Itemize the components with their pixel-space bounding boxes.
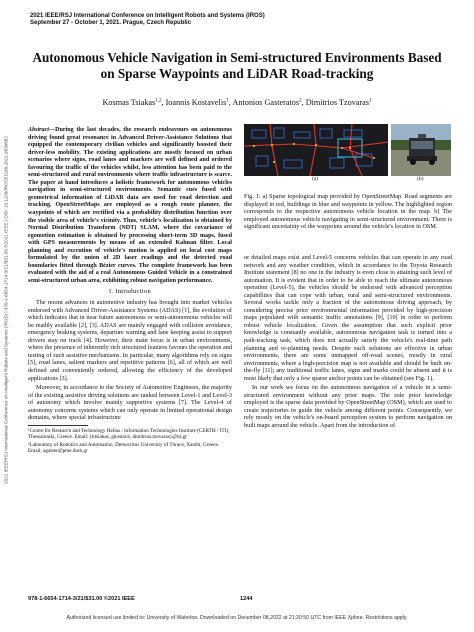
author-name: Kosmas Tsiakas (102, 98, 156, 107)
title-line-2: on Sparse Waypoints and LiDAR Road-tracking (100, 66, 374, 81)
right-paragraph-1: or detailed maps exist and Level-5 concerns vehicles that can operate in any road network and any weather condition, which in accordance to the Toyota Research Institute statement [8] no one in the industry is even close to attaining such level of automation. It is evident that in order to be able to reach the ultimate autonomous operation (Level-5), the vehicles should be endorsed with advanced perception capabilities that can cope with urban, rural and semi-structured environments. Several works tackle only a fraction of the autonomous driving approach, by considering precise prior environmental information provided by high-precision maps populated with semantic traffic annotations [9], [10] in order to perform robust vehicle localization. Given the assumption that such explicit prior knowledge is constantly available, autonomous navigation task is turned into a path-tracking task, which does not actually satisfy the vehicle's real-time path planning and re-planning needs. Despite such solutions are effective in urban environments, there are some unmapped off-road scenes, mostly in rural environments, where a high-precision map is not available and should be built on-the-fly [11]; any traditional traffic lanes, signs and marks could be absent and it is most likely that only a few sparse anchor points can be obtained (see Fig. 1). (244, 254, 452, 382)
title-line-1: Autonomous Vehicle Navigation in Semi-structured Environments Based (32, 50, 442, 65)
figure-label-b: (b) (417, 176, 424, 182)
license-notice: Authorized licensed use limited to: University of Waterloo. Downloaded on December 08,2022 at 21:20:50 UTC from IEEE Xplore. Restrictions apply. (66, 615, 408, 621)
vehicle-photo (391, 124, 451, 176)
conference-header (30, 13, 450, 28)
footnote-rule (28, 425, 88, 426)
left-column (28, 127, 232, 457)
side-citation (1, 30, 11, 590)
author-list: Kosmas Tsiakas$^{1,2}$, Ioannis Kostavelis$^1$, Antonios Gasteratos$^2$, Dimitrios Tzovaras$^1$ (102, 98, 372, 107)
figure-1 (244, 124, 452, 182)
author-name: Dimitrios Tzovaras (305, 98, 369, 107)
conference-line-2: September 27 - October 1, 2021. Prague, Czech Republic (30, 20, 192, 27)
vehicle-drawing (391, 124, 451, 176)
right-paragraph-2: In our work we focus on the autonomous navigation of a vehicle in a semi-structured environment without any prior maps. The sole prior knowledge employed is the sparse data provided by OpenStreetMap (OSM), which are used to create trajectories to guide the vehicle among different points. Consequently, we rely mostly on the vehicle's on-board perception system to perform navigation on built maps around the vehicle. Apart from the introduction of (244, 384, 452, 430)
footnote-2: ²Laboratory of Robotics and Automation, Democritus University of Thrace, Xanthi, Greece. Email: agaster@pme.duth.gr (28, 442, 220, 455)
author-affiliation: 1 (368, 98, 372, 104)
page-number: 1244 (240, 596, 253, 602)
map-drawing (244, 124, 388, 176)
footnote-1: ¹Centre for Research and Technology Hellas / Information Technologies Institute (CERTH / ITI), Thessaloniki, Greece. Email: {ktsiakas, gkostave, dimitrios.tzovaras}@iti.gr (28, 427, 230, 440)
isbn-line: 978-1-6654-1714-3/21/$31.00 ©2021 IEEE (28, 596, 135, 602)
conference-line-1: 2021 IEEE/RSJ International Conference on Intelligent Robots and Systems (IROS) (30, 13, 265, 19)
figure-label-a: (a) (312, 176, 319, 182)
author-affiliation: 1,2 (155, 98, 162, 104)
author-name: Ioannis Kostavelis (165, 98, 227, 107)
author-name: Antonios Gasteratos (232, 98, 300, 107)
abstract-text: —During the last decades, the research endeavours on autonomous driving found great resonance in Advanced Driver-Assistance Solutions that equipped the contemporary civilian vehicles and significantly boosted their driver-less mobility. The existing applications are mostly focused on urban scenarios where signs, road lanes and markers are well defined and ordered favouring the traffic of the vehicles whilst, less attention has been paid to the semi-structured and rural environments where traffic infrastructure is scarce. The paper at hand introduces a holistic framework for autonomous vehicles navigation in semi-structured environments. Semantic cues fused with geometrical information of LiDAR data are used for road detection and tracking. OpenStreetMaps are employed as a rough route planner, the waypoints of which are rectified via a probability distribution function over the visible area of vehicle's vicinity. Thus, vehicle's localization is obtained by Normal Distribution Transform (NDT) SLAM, where the covariance of egomotion estimation is obtained by processing short-term 3D maps, fused with GPS measurements by means of an extended Kalman filter. Local planning and execution of vehicle's motion is applied on local cost maps formulated by the union of 2D laser readings and the detected road boundaries fitted through Bézier curves. The complete framework has been evaluated with the aid of a real Autonomous Guided Vehicle in a constrained semi-structured urban area, exhibiting robust navigation performance. (28, 127, 232, 284)
right-column (244, 254, 452, 432)
paper-title (24, 50, 450, 82)
intro-paragraph-2: Moreover, in accordance to the Society of Automotive Engineers, the majority of the existing assistive driving solutions are ranked between Level-1 and Level-3 of autonomy which involve mainly supportive systems [7]. The Level-4 of autonomy concerns systems which can only operate in limited operational design domains, where special infrastructure (28, 384, 232, 422)
section-heading-introduction: I. Introduction (108, 288, 152, 296)
abstract-lead: Abstract (28, 127, 49, 133)
osm-map-image (244, 124, 388, 176)
author-affiliation: 1 (226, 98, 229, 104)
author-affiliation: 2 (299, 98, 302, 104)
figure-caption: Fig. 1: a) Sparse topological map provided by OpenStreetMap. Road segments are displayed in red, buildings in blue and waypoints in yellow. The highlighted region corresponds to the respective autonomous vehicle location in the map. b) The employed autonomous vehicle navigating in semi-structured environment. There is significant uncertainty of the waypoints around the vehicle's location in OSM. (244, 193, 452, 230)
side-citation-text: 2021 IEEE/RSJ International Conference on Intelligent Robots and Systems (IROS) | 978-1-6654-1714-3/21/$31.00 ©2021 IEEE | DOI: 10.1109/IROS51168.2021.9636082 (3, 136, 9, 484)
intro-paragraph-1: The recent advances in automotive industry has brought into market vehicles endorsed with Advanced Driver-Assistance Systems (ADAS) [1], the evolution of which indicates that in near future autonomous or semi-autonomous vehicles will be readily available [2], [3]. ADAS are mainly engaged with collision avoidance, emergency braking systems, departure warning and lane keeping assist to support drivers stay on track [4]. However, their main focus is in urban environments, where the presence of inherently rich structured features favours the operation and testing of such assistive mechanisms. In particular, many algorithms rely on signs [5], road lanes, salient markers and repetitive patterns [6], all of which are well defined and conveniently ordered, allowing the efficiency of the developed applications [3]. (28, 299, 232, 382)
abstract (28, 127, 232, 285)
page-footer (28, 596, 452, 602)
